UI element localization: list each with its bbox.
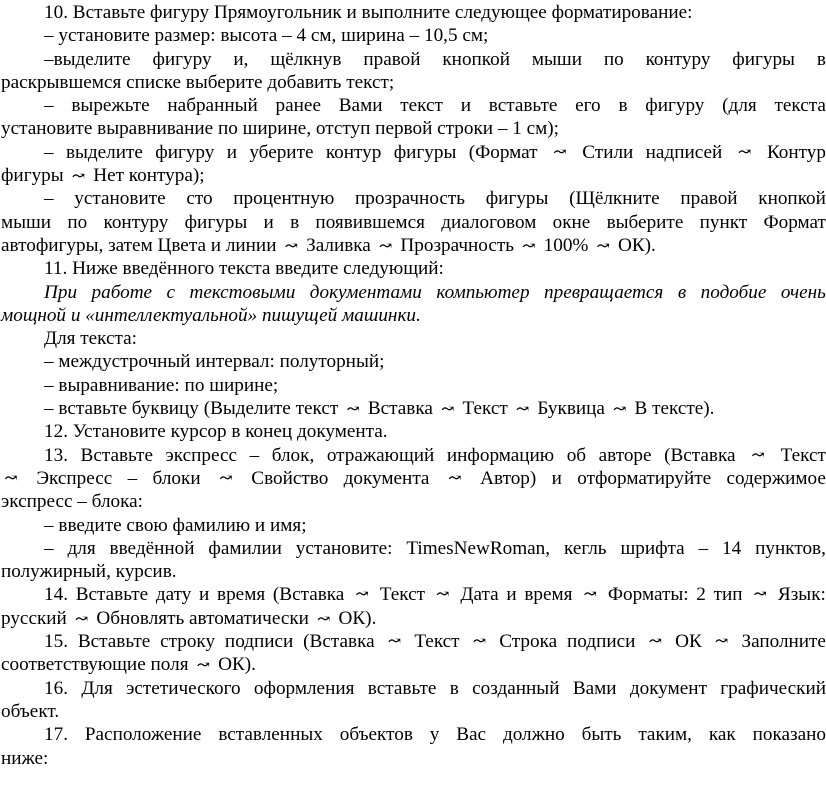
text-word: установите: [74, 188, 166, 210]
text-word: диалоговом: [441, 211, 537, 233]
text-segment: раскрывшемся списке выберите добавить текст;: [1, 71, 395, 93]
squiggle-arrow-icon: ↝: [515, 401, 530, 419]
text-word: графический: [720, 677, 826, 699]
squiggle-arrow-icon: ↝: [378, 237, 393, 255]
text-word: экспресс: [165, 444, 238, 466]
document-line: [0, 71, 826, 94]
text-word: –: [44, 141, 54, 163]
text-word: Контур: [766, 141, 826, 163]
text-word: подписи: [567, 631, 636, 653]
text-word: пункт: [699, 211, 748, 233]
text-word: Язык:: [777, 584, 826, 606]
text-word: созданный: [472, 677, 560, 699]
text-word: Вставьте: [80, 444, 153, 466]
document-line: [0, 48, 826, 71]
squiggle-arrow-icon: ↝: [648, 633, 662, 651]
text-word: текста: [774, 95, 826, 117]
text-word: вставьте: [488, 95, 558, 117]
text-word: –: [44, 188, 54, 210]
squiggle-arrow-icon: ↝: [317, 610, 331, 628]
text-word: контур: [325, 141, 382, 163]
text-word: установите:: [295, 537, 393, 559]
text-word: Автор): [480, 467, 537, 489]
text-word: 17.: [44, 724, 68, 746]
text-word: очень: [780, 281, 826, 303]
text-word: по: [67, 211, 88, 233]
document-line: [0, 281, 826, 304]
text-word: вставьте: [367, 677, 437, 699]
document-line: [0, 350, 826, 373]
document-line: [0, 700, 826, 723]
text-word: кегль: [563, 537, 607, 559]
squiggle-arrow-icon: ↝: [346, 401, 360, 419]
squiggle-arrow-icon: ↝: [284, 237, 298, 255]
text-segment: – выравнивание: по ширине;: [44, 374, 279, 396]
text-segment: ОК).: [333, 607, 377, 629]
text-word: надписей: [645, 141, 723, 163]
text-word: текст: [400, 95, 443, 117]
text-segment: русский: [1, 607, 72, 629]
text-word: с: [166, 281, 176, 303]
text-word: фигуры: [184, 211, 248, 233]
text-word: и: [226, 141, 237, 163]
text-word: в: [677, 281, 687, 303]
text-word: вырежьте: [71, 95, 150, 117]
text-word: фигуру: [645, 95, 705, 117]
text-word: фигуру: [152, 48, 212, 70]
text-word: оформления: [253, 677, 355, 699]
text-word: (Вставка: [664, 444, 736, 466]
document-line: [0, 630, 826, 653]
text-word: фамилии: [208, 537, 282, 559]
text-word: документ: [629, 677, 707, 699]
text-segment: 12. Установите курсор в конец документа.: [44, 421, 388, 443]
document-line: [0, 677, 826, 700]
text-word: быть: [581, 724, 622, 746]
text-word: его: [575, 95, 601, 117]
squiggle-arrow-icon: ↝: [553, 143, 567, 161]
squiggle-arrow-icon: ↝: [522, 237, 536, 255]
text-word: мыши: [1, 211, 52, 233]
text-word: ОК: [675, 631, 702, 653]
text-word: и: [460, 95, 471, 117]
text-word: ранее: [275, 95, 321, 117]
text-segment: Буквица: [532, 398, 610, 420]
text-word: 2: [696, 584, 706, 606]
text-word: тип: [713, 584, 743, 606]
text-word: контуру: [103, 211, 169, 233]
squiggle-arrow-icon: ↝: [4, 469, 18, 487]
document-line: [0, 327, 826, 350]
text-segment: автофигуры, затем Цвета и линии: [1, 234, 282, 256]
text-word: мыши: [531, 48, 582, 70]
text-segment: соответствующие поля: [1, 654, 194, 676]
text-word: введённой: [109, 537, 195, 559]
document-line: [0, 444, 826, 467]
text-word: Заполните: [741, 631, 826, 653]
document-line: [0, 94, 826, 117]
document-line: [0, 583, 826, 606]
text-word: кнопкой: [758, 188, 826, 210]
text-word: окне: [552, 211, 591, 233]
text-segment: Вставка: [363, 398, 438, 420]
document-line: [0, 164, 826, 187]
document-line: [0, 257, 826, 280]
text-segment: объект.: [1, 700, 60, 722]
text-word: работе: [91, 281, 153, 303]
document-line: [0, 141, 826, 164]
text-segment: ОК).: [213, 654, 256, 676]
text-word: отформатируйте: [577, 467, 712, 489]
text-word: прозрачность: [355, 188, 466, 210]
text-segment: – установите размер: высота – 4 см, ширина – 10,5 см;: [44, 25, 489, 47]
text-word: Экспресс: [36, 467, 113, 489]
squiggle-arrow-icon: ↝: [387, 633, 402, 651]
text-word: фигуру: [155, 141, 215, 163]
text-word: Формат: [763, 211, 826, 233]
document-line: [0, 420, 826, 443]
text-word: (Вставка: [303, 631, 375, 653]
text-word: блок,: [271, 444, 315, 466]
text-word: TimesNewRoman,: [406, 537, 551, 559]
text-word: и: [506, 584, 517, 606]
text-word: (для: [722, 95, 757, 117]
text-word: документа: [343, 467, 430, 489]
text-word: При: [44, 281, 78, 303]
squiggle-arrow-icon: ↝: [448, 469, 462, 487]
text-word: Строка: [499, 631, 558, 653]
text-word: выберите: [606, 211, 684, 233]
document-line: [0, 607, 826, 630]
text-segment: ОК).: [613, 234, 656, 256]
text-word: (Щёлкните: [569, 188, 660, 210]
squiggle-arrow-icon: ↝: [74, 610, 89, 628]
text-word: –: [44, 95, 54, 117]
text-word: –выделите: [44, 48, 131, 70]
document-line: [0, 187, 826, 210]
text-segment: Заливка: [301, 234, 376, 256]
text-segment: ниже:: [1, 747, 49, 769]
text-word: в: [449, 677, 459, 699]
document-line: [0, 397, 826, 420]
text-word: Форматы:: [607, 584, 689, 606]
document-line: [0, 1, 826, 24]
text-segment: 11. Ниже введённого текста введите следующий:: [44, 258, 444, 280]
text-word: правой: [680, 188, 738, 210]
squiggle-arrow-icon: ↝: [71, 168, 86, 186]
text-word: Вставьте: [75, 584, 149, 606]
text-word: компьютер: [436, 281, 530, 303]
text-word: подобие: [700, 281, 767, 303]
text-word: объектов: [339, 724, 413, 746]
text-word: (Вставка: [272, 584, 345, 606]
text-word: шрифта: [620, 537, 685, 559]
text-word: время: [524, 584, 573, 606]
text-word: правой: [363, 48, 421, 70]
text-word: пунктов,: [755, 537, 826, 559]
text-word: строку: [160, 631, 216, 653]
squiggle-arrow-icon: ↝: [737, 143, 752, 161]
text-word: 14.: [44, 584, 68, 606]
text-word: Для: [81, 677, 113, 699]
document-line: [0, 467, 826, 490]
document-line: [0, 211, 826, 234]
text-word: и: [263, 211, 274, 233]
text-word: дату: [155, 584, 192, 606]
text-word: кнопкой: [442, 48, 511, 70]
text-word: Вами: [338, 95, 383, 117]
text-word: фигуры: [393, 141, 457, 163]
text-word: набранный: [167, 95, 258, 117]
document-line: [0, 374, 826, 397]
text-segment: мощной и «интеллектуальной» пишущей машинки.: [1, 304, 421, 326]
text-segment: В тексте).: [629, 398, 715, 420]
text-word: содержимое: [726, 467, 826, 489]
text-segment: 10. Вставьте фигуру Прямоугольник и выполните следующее форматирование:: [44, 2, 693, 23]
text-word: показано: [752, 724, 826, 746]
document-line: [0, 117, 826, 140]
text-word: и: [551, 467, 562, 489]
text-word: 13.: [44, 444, 68, 466]
text-word: у: [429, 724, 440, 746]
text-word: и: [199, 584, 210, 606]
text-word: Расположение: [84, 724, 202, 746]
text-segment: – введите свою фамилию и имя;: [44, 514, 307, 536]
squiggle-arrow-icon: ↝: [753, 586, 767, 604]
text-word: вставленных: [218, 724, 323, 746]
text-word: подписи: [224, 631, 294, 653]
squiggle-arrow-icon: ↝: [355, 586, 369, 604]
text-word: в: [290, 211, 300, 233]
text-word: Свойство: [251, 467, 329, 489]
text-word: –: [127, 467, 138, 489]
text-word: фигуры: [732, 48, 795, 70]
squiggle-arrow-icon: ↝: [714, 633, 729, 651]
text-word: текстовыми: [189, 281, 296, 303]
text-word: блоки: [152, 467, 201, 489]
document-line: [0, 514, 826, 537]
squiggle-arrow-icon: ↝: [472, 633, 487, 651]
text-word: время: [217, 584, 266, 606]
text-word: –: [249, 444, 260, 466]
document-line: [0, 490, 826, 513]
text-word: и,: [233, 48, 249, 70]
text-segment: Текст: [457, 398, 513, 420]
squiggle-arrow-icon: ↝: [613, 401, 627, 419]
text-word: 16.: [44, 677, 68, 699]
document-line: [0, 234, 826, 257]
document-line: [0, 653, 826, 676]
text-word: контуру: [645, 48, 711, 70]
squiggle-arrow-icon: ↝: [219, 469, 233, 487]
text-segment: экспресс – блока:: [1, 491, 144, 513]
text-segment: фигуры: [1, 165, 69, 187]
text-word: Вас: [456, 724, 487, 746]
text-segment: – вставьте буквицу (Выделите текст: [44, 398, 344, 420]
text-word: в: [618, 95, 628, 117]
text-word: –: [44, 537, 54, 559]
text-word: Вами: [572, 677, 617, 699]
text-word: –: [698, 537, 709, 559]
text-word: в: [816, 48, 826, 70]
squiggle-arrow-icon: ↝: [196, 657, 211, 675]
squiggle-arrow-icon: ↝: [596, 237, 610, 255]
text-word: Дата: [460, 584, 499, 606]
document-line: [0, 24, 826, 47]
text-word: информацию: [446, 444, 555, 466]
text-segment: Прозрачность: [395, 234, 519, 256]
text-segment: Для текста:: [44, 328, 138, 350]
text-word: Текст: [379, 584, 425, 606]
text-word: авторе: [598, 444, 652, 466]
document-line: [0, 537, 826, 560]
text-word: появившемся: [315, 211, 425, 233]
text-segment: Нет контура);: [88, 165, 205, 187]
text-word: эстетического: [126, 677, 241, 699]
text-word: превращается: [544, 281, 664, 303]
text-word: Вставьте: [77, 631, 151, 653]
text-word: выделите: [65, 141, 143, 163]
document-line: [0, 723, 826, 746]
text-word: об: [566, 444, 587, 466]
document-line: [0, 560, 826, 583]
text-segment: полужирный, курсив.: [1, 561, 177, 583]
document-line: [0, 304, 826, 327]
text-word: 15.: [44, 631, 68, 653]
text-word: Стили: [582, 141, 634, 163]
text-word: (Формат: [468, 141, 538, 163]
text-word: сто: [186, 188, 213, 210]
text-word: уберите: [249, 141, 314, 163]
text-word: как: [708, 724, 736, 746]
text-word: таким,: [638, 724, 692, 746]
text-word: процентную: [233, 188, 335, 210]
squiggle-arrow-icon: ↝: [441, 401, 455, 419]
text-word: щёлкнув: [270, 48, 342, 70]
text-segment: Обновлять автоматически: [91, 607, 314, 629]
text-word: по: [603, 48, 624, 70]
squiggle-arrow-icon: ↝: [583, 586, 597, 604]
text-segment: 100%: [538, 234, 594, 256]
squiggle-arrow-icon: ↝: [751, 446, 765, 464]
text-word: документами: [309, 281, 422, 303]
text-word: Текст: [780, 444, 826, 466]
text-word: должно: [502, 724, 565, 746]
text-word: для: [67, 537, 96, 559]
text-word: фигуры: [485, 188, 549, 210]
text-segment: установите выравнивание по ширине, отступ первой строки – 1 см);: [1, 118, 560, 140]
text-segment: – междустрочный интервал: полуторный;: [44, 351, 385, 373]
text-word: Текст: [414, 631, 460, 653]
document-line: [0, 747, 826, 770]
squiggle-arrow-icon: ↝: [436, 586, 450, 604]
text-word: отражающий: [326, 444, 435, 466]
text-word: 14: [722, 537, 742, 559]
